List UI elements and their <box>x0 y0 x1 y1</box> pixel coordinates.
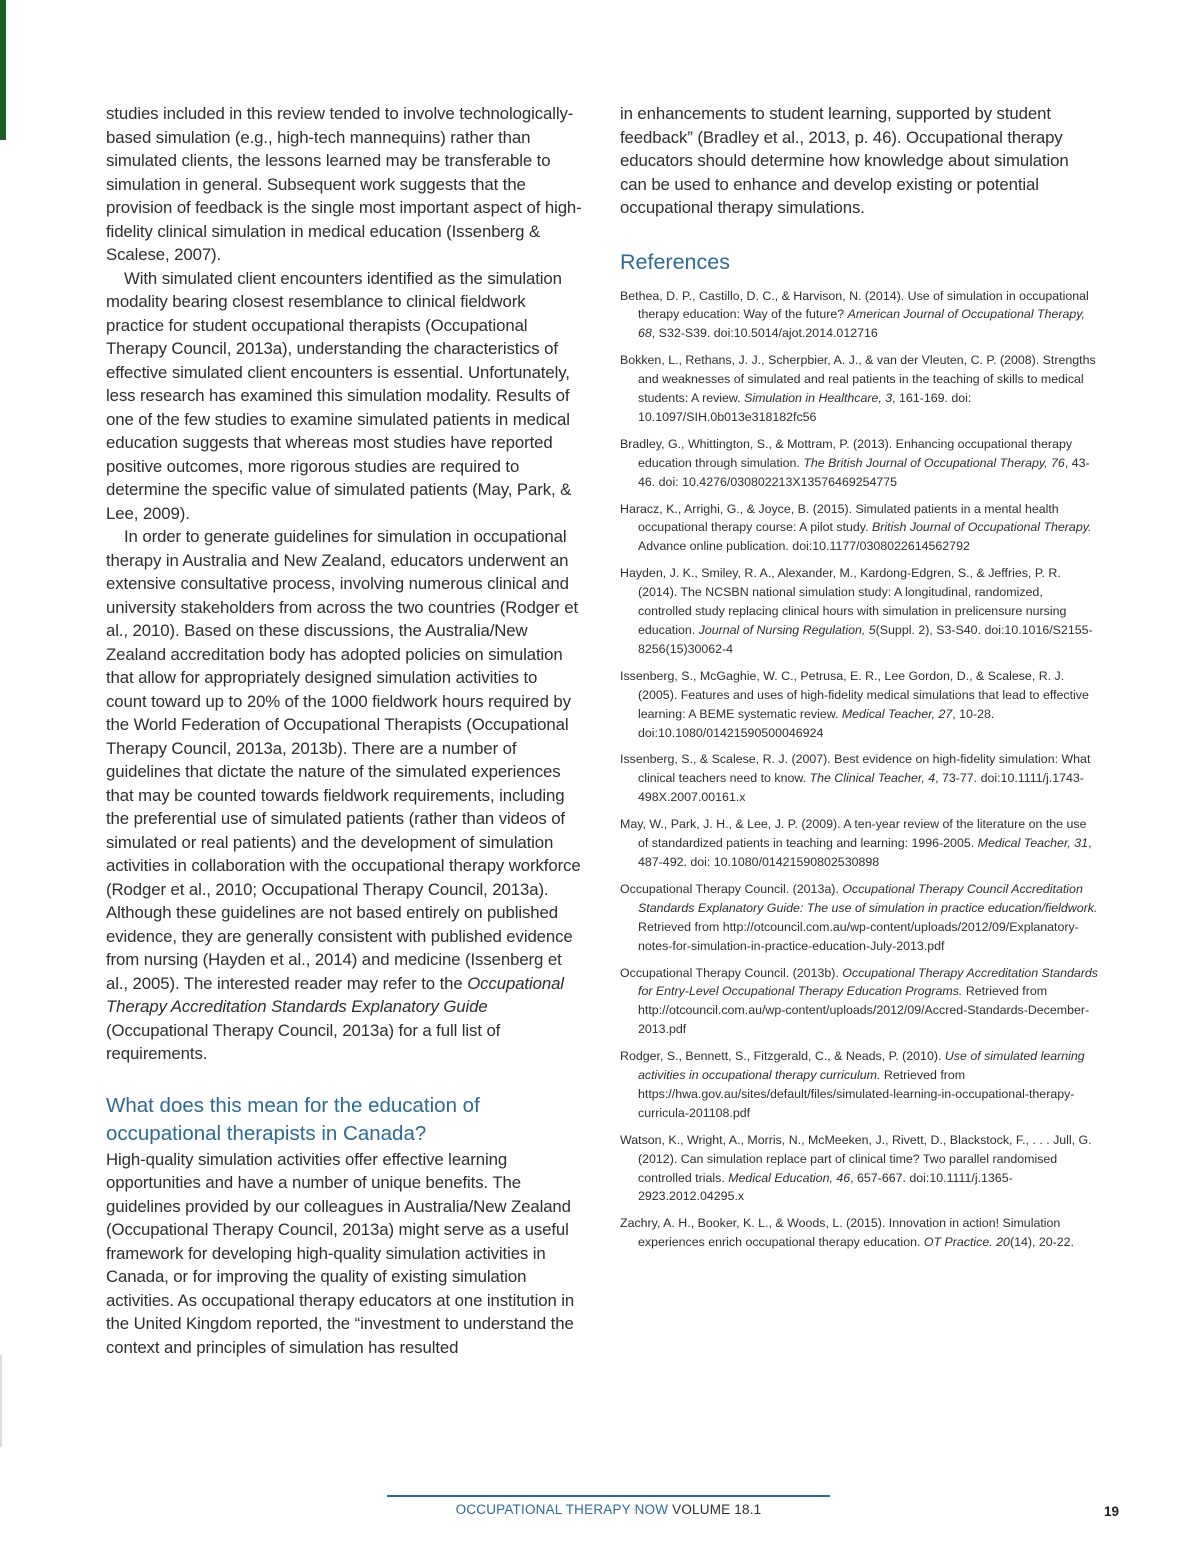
body-paragraph <box>106 525 582 1066</box>
reference-item: Occupational Therapy Council. (2013a). Occupational Therapy Council Accreditation Standards Explanatory Guide: The use of simulation in practice education/fieldwork. Retrieved from http://otcouncil.com.au/wp-content/uploads/2012/09/Explanatory-notes-for-simulation-in-practice-education-July-2013.pdf <box>620 881 1098 953</box>
reference-item: Bethea, D. P., Castillo, D. C., & Harvison, N. (2014). Use of simulation in occupational therapy education: Way of the future? American Journal of Occupational Therapy, 68, S32-S39. doi:10.5014/ajot.2014.012716 <box>620 288 1089 341</box>
reference-item: Bokken, L., Rethans, J. J., Scherpbier, A. J., & van der Vleuten, C. P. (2008). Strengths and weaknesses of simulated and real patients in the teaching of skills to medical students: A review. Simulation in Healthcare, 3, 161-169. doi: 10.1097/SIH.0b013e318182fc56 <box>620 353 1096 424</box>
side-accent-bar <box>0 0 6 140</box>
reference-item: Zachry, A. H., Booker, K. L., & Woods, L. (2015). Innovation in action! Simulation experiences enrich occupational therapy education. OT Practice. 20(14), 20-22. <box>620 1216 1074 1250</box>
body-paragraph: With simulated client encounters identified as the simulation modality bearing closest resemblance to clinical fieldwork practice for student occupational therapists (Occupational Therapy Council, 2013a), understanding the characteristics of effective simulated client encounters is essential. Unfortunately, less research has examined this simulation modality. Results of one of the few studies to examine simulated patients in medical education suggests that whereas most studies have reported positive outcomes, more rigorous studies are required to determine the specific value of simulated patients (May, Park, & Lee, 2009). <box>106 268 572 523</box>
guide-title-italic: Occupational Therapy Accreditation Standards Explanatory Guide <box>106 973 564 1016</box>
reference-item: Haracz, K., Arrighi, G., & Joyce, B. (2015). Simulated patients in a mental health occupational therapy course: A pilot study. British Journal of Occupational Therapy. Advance online publication. doi:10.1177/0308022614562792 <box>620 501 1092 554</box>
right-column <box>620 102 1098 1260</box>
reference-item: Hayden, J. K., Smiley, R. A., Alexander, M., Kardong-Edgren, S., & Jeffries, P. R. (2014). The NCSBN national simulation study: A longitudinal, randomized, controlled study replacing clinical hours with simulation in prelicensure nursing education. Journal of Nursing Regulation, 5(Suppl. 2), S3-S40. doi:10.1016/S2155-8256(15)30062-4 <box>620 566 1093 656</box>
volume-label: VOLUME 18.1 <box>672 1502 762 1517</box>
paragraph-text: In order to generate guidelines for simulation in occupational therapy in Australia and New Zealand, educators underwent an extensive consultative process, involving numerous clinical and university stakeholders from across the two countries (Rodger et al., 2010). Based on these discussions, the Australia/New Zealand accreditation body has adopted policies on simulation that allow for appropriately designed simulation activities to count toward up to 20% of the 1000 fieldwork hours required by the World Federation of Occupational Therapists (Occupational Therapy Council, 2013a, 2013b). There are a number of guidelines that dictate the nature of the simulated experiences that may be counted towards fieldwork requirements, including the preferential use of simulated patients (rather than videos of simulated or real patients) and the development of simulation activities in collaboration with the occupational therapy workforce (Rodger et al., 2010; Occupational Therapy Council, 2013a). Although these guidelines are not based entirely on published evidence, they are generally consistent with published evidence from nursing (Hayden et al., 2014) and medicine (Issenberg et al., 2005). The interested reader may refer to the <box>106 527 581 993</box>
reference-item: Issenberg, S., & Scalese, R. J. (2007). Best evidence on high-fidelity simulation: What clinical teachers need to know. The Clinical Teacher, 4, 73-77. doi:10.1111/j.1743-498X.2007.00161.x <box>620 752 1091 805</box>
reference-item: Bradley, G., Whittington, S., & Mottram, P. (2013). Enhancing occupational therapy education through simulation. The British Journal of Occupational Therapy, 76, 43-46. doi: 10.4276/030802213X13576469254775 <box>620 436 1090 489</box>
body-paragraph: studies included in this review tended to involve technologically-based simulation (e.g., high-tech mannequins) rather than simulated clients, the lessons learned may be transferable to simulation in general. Subsequent work suggests that the provision of feedback is the single most important aspect of high-fidelity clinical simulation in medical education (Issenberg & Scalese, 2007). <box>106 104 582 264</box>
body-paragraph: in enhancements to student learning, supported by student feedback” (Bradley et al., 2013, p. 46). Occupational therapy educators should determine how knowledge about simulation can be used to enhance and develop existing or potential occupational therapy simulations. <box>620 104 1069 217</box>
side-shade-bar <box>0 1355 2 1447</box>
reference-list <box>620 287 1098 1253</box>
reference-item: Issenberg, S., McGaghie, W. C., Petrusa, E. R., Lee Gordon, D., & Scalese, R. J. (2005). Features and uses of high-fidelity medical simulations that lead to effective learning: A BEME systematic review. Medical Teacher, 27, 10-28. doi:10.1080/01421590500046924 <box>620 668 1089 740</box>
footer-running-title <box>387 1502 830 1517</box>
reference-item: Watson, K., Wright, A., Morris, N., McMeeken, J., Rivett, D., Blackstock, F., . . . Jull, G. (2012). Can simulation replace part of clinical time? Two parallel randomised controlled trials. Medical Education, 46, 657-667. doi:10.1111/j.1365-2923.2012.04295.x <box>620 1132 1092 1204</box>
footer-rule <box>387 1495 830 1497</box>
reference-item: Occupational Therapy Council. (2013b). Occupational Therapy Accreditation Standards for Entry-Level Occupational Therapy Education Programs. Retrieved from http://otcouncil.com.au/wp-content/uploads/2012/09/Accred-Standards-December-2013.pdf <box>620 965 1099 1037</box>
journal-name: OCCUPATIONAL THERAPY NOW <box>455 1502 669 1517</box>
reference-item: Rodger, S., Bennett, S., Fitzgerald, C., & Neads, P. (2010). Use of simulated learning activities in occupational therapy curriculum. Retrieved from https://hwa.gov.au/sites/default/files/simulated-learning-in-occupational-therapy-curricula-201108.pdf <box>620 1049 1085 1120</box>
reference-item: May, W., Park, J. H., & Lee, J. P. (2009). A ten-year review of the literature on the use of standardized patients in teaching and learning: 1996-2005. Medical Teacher, 31, 487-492. doi: 10.1080/01421590802530898 <box>620 817 1092 869</box>
page-number: 19 <box>1104 1504 1120 1519</box>
left-column <box>106 102 582 1359</box>
body-paragraph: High-quality simulation activities offer effective learning opportunities and have a number of unique benefits. The guidelines provided by our colleagues in Australia/New Zealand (Occupational Therapy Council, 2013a) might serve as a useful framework for developing high-quality simulation activities in Canada, or for improving the quality of existing simulation activities. As occupational therapy educators at one institution in the United Kingdom reported, the “investment to understand the context and principles of simulation has resulted <box>106 1149 575 1357</box>
section-heading: What does this mean for the education of occupational therapists in Canada? <box>106 1093 480 1145</box>
paragraph-text: (Occupational Therapy Council, 2013a) for a full list of requirements. <box>106 1020 501 1063</box>
references-heading: References <box>620 249 730 274</box>
